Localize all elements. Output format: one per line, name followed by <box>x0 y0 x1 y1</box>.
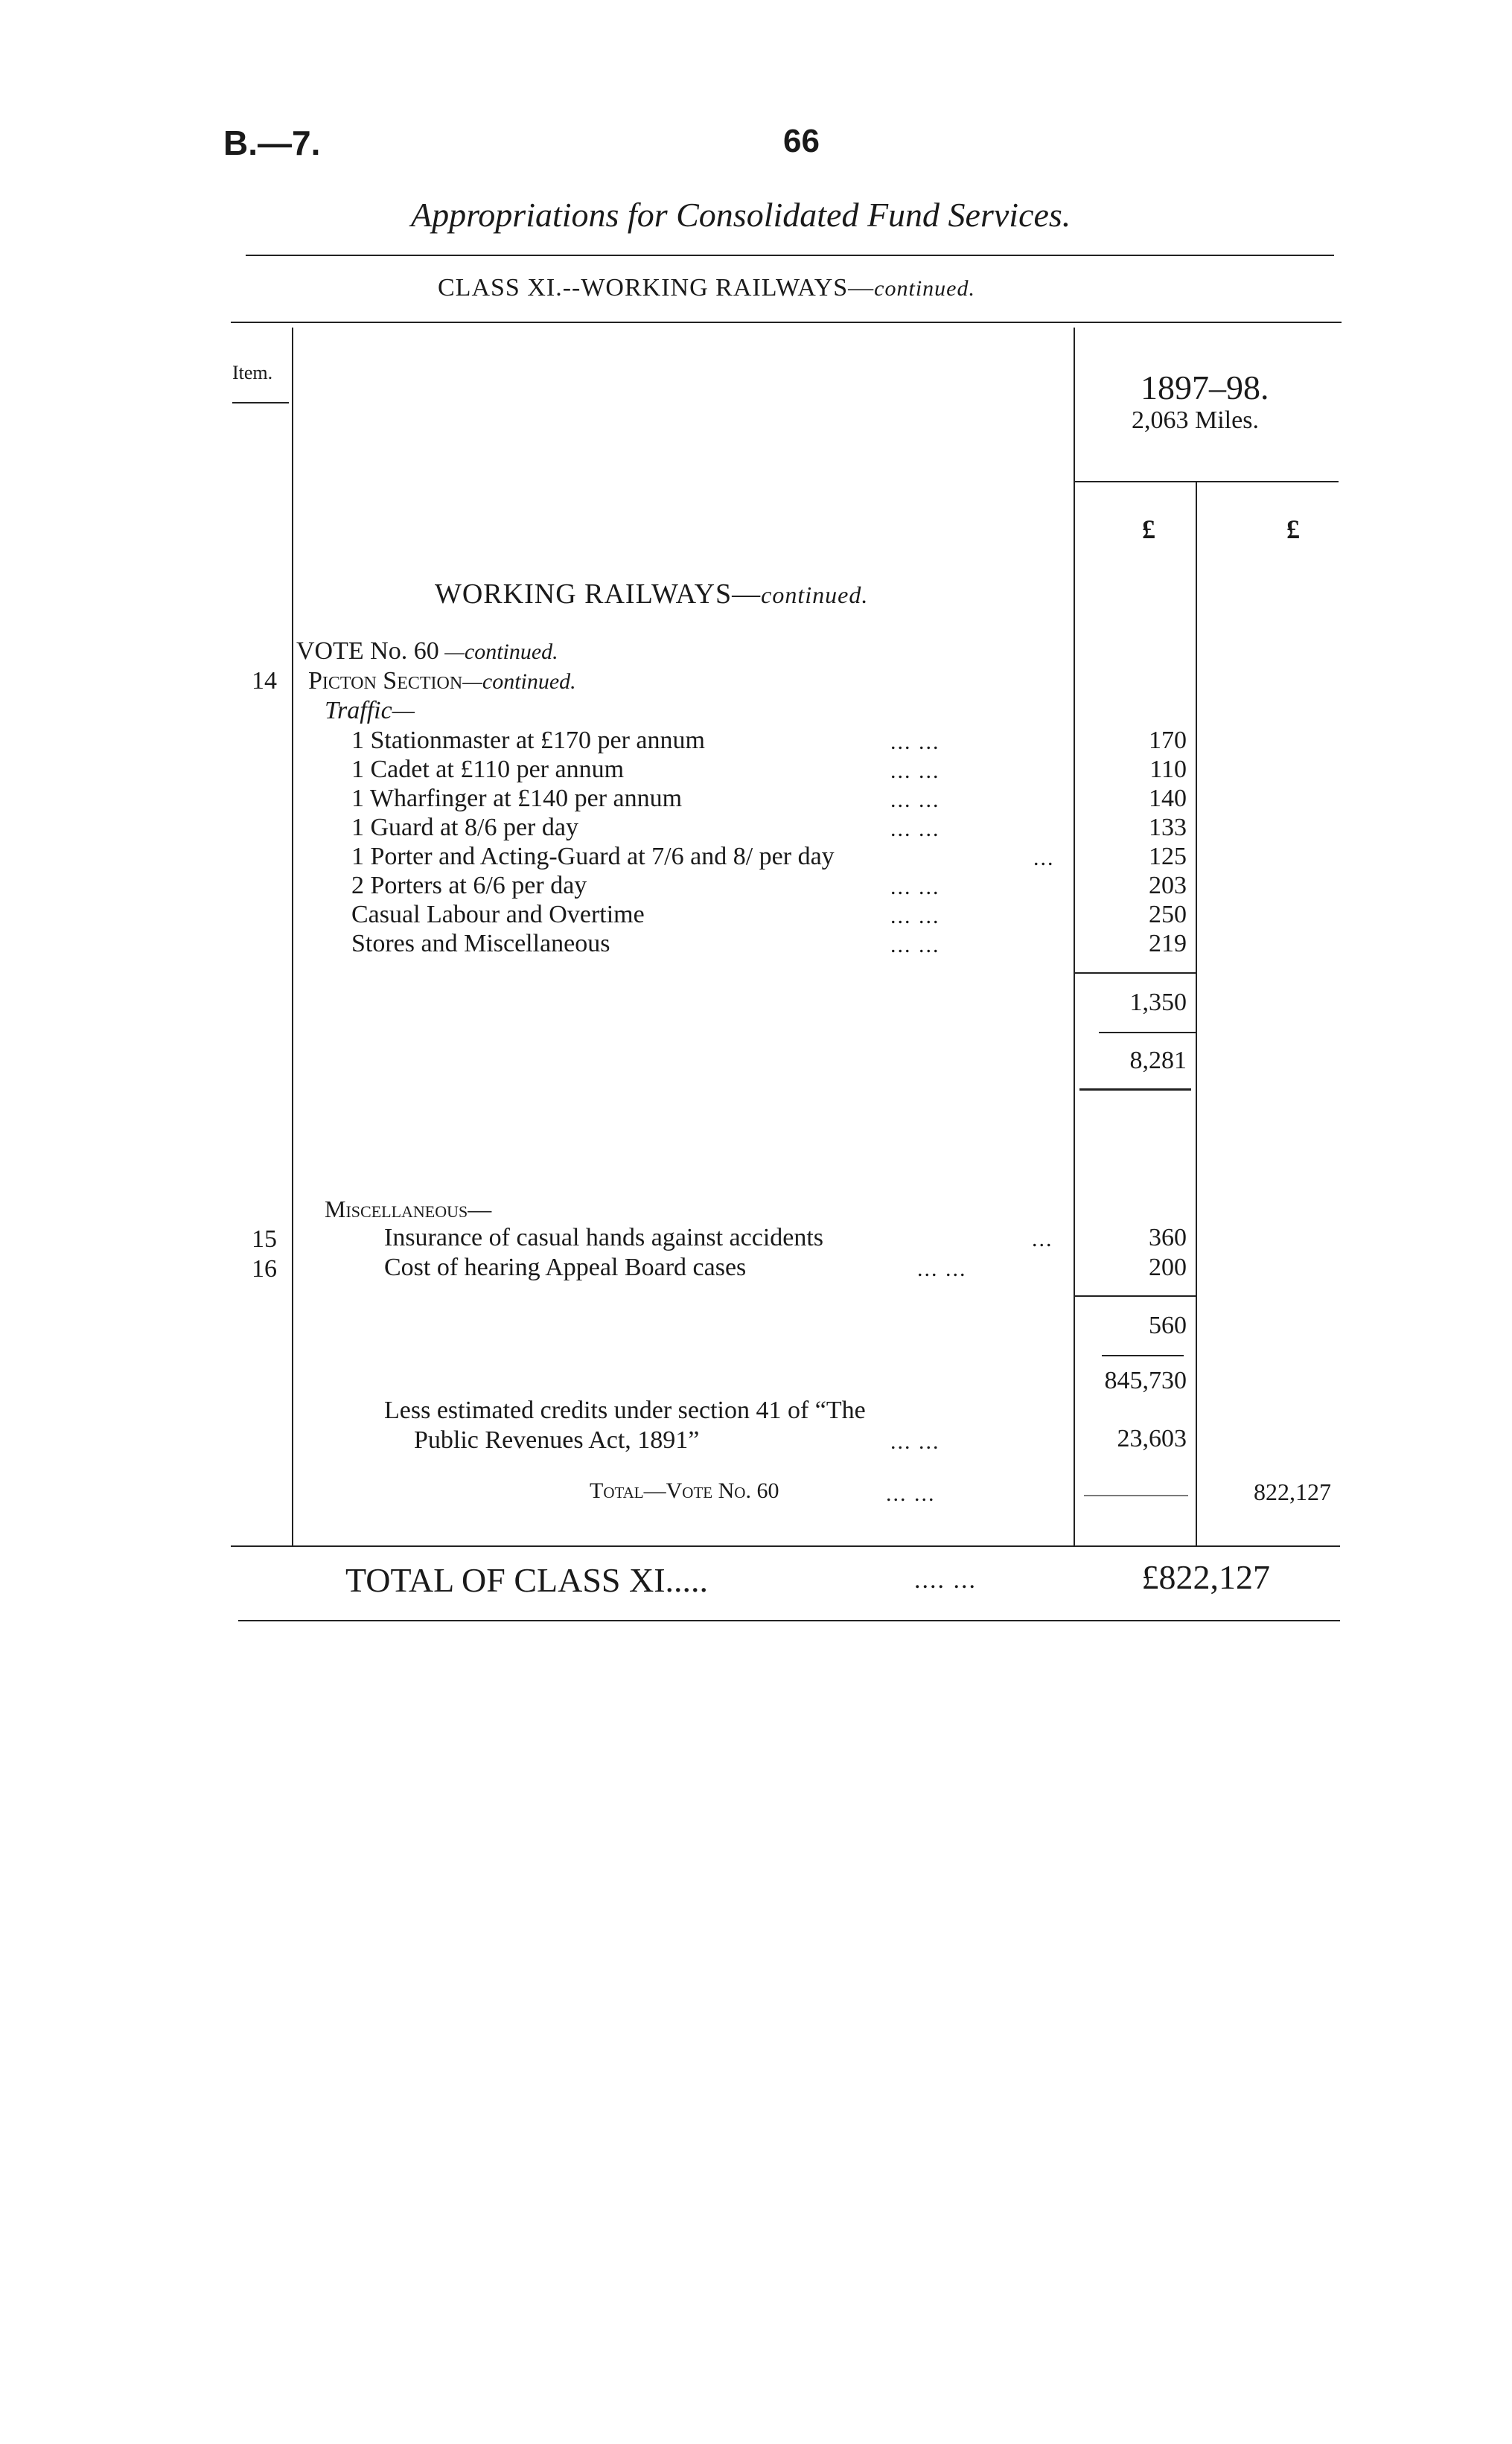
misc-row-amount: 200 <box>1149 1254 1187 1281</box>
rule-bottom <box>238 1620 1340 1621</box>
traffic-row-text: Casual Labour and Overtime <box>351 901 645 928</box>
year-heading: 1897–98. <box>1141 368 1269 406</box>
traffic-row-text: 1 Porter and Acting-Guard at 7/6 and 8/ per day <box>351 843 835 870</box>
total-vote-dots: ... ... <box>886 1481 936 1506</box>
rule-item-column <box>292 328 293 1547</box>
misc-row-amount: 360 <box>1149 1224 1187 1251</box>
misc-heading: Miscellaneous— <box>325 1196 492 1222</box>
total-vote-text: Total—Vote No. 60 <box>590 1478 779 1503</box>
item-number-16: 16 <box>252 1255 277 1283</box>
item-header-underline <box>232 402 289 403</box>
traffic-row-dots: ... ... <box>890 875 940 899</box>
traffic-row-text: Stores and Miscellaneous <box>351 930 610 957</box>
picton-section-name: Picton Section <box>308 667 463 695</box>
traffic-subhead: Traffic— <box>325 697 415 724</box>
traffic-row-dots: ... ... <box>890 730 940 754</box>
rule-year-header <box>1074 481 1339 482</box>
section-title-text: WORKING RAILWAYS— <box>435 578 762 610</box>
section-title-cont: continued. <box>761 581 869 608</box>
document-ref: B.—7. <box>223 124 321 162</box>
class-heading-cont: continued. <box>874 276 975 301</box>
rule-total-column <box>1196 482 1197 1547</box>
miles-heading: 2,063 Miles. <box>1132 406 1259 434</box>
less-credits-amount: 23,603 <box>1117 1425 1187 1452</box>
traffic-row-dots: ... <box>1033 846 1055 870</box>
less-credits-line2: Public Revenues Act, 1891” <box>414 1426 700 1454</box>
class-heading-text: CLASS XI.--WORKING RAILWAYS— <box>438 274 875 301</box>
traffic-row-amount: 250 <box>1149 901 1187 928</box>
traffic-row-dots: ... ... <box>890 817 940 841</box>
traffic-row-text: 1 Wharfinger at £140 per annum <box>351 785 683 812</box>
traffic-row-dots: ... ... <box>890 904 940 928</box>
traffic-row-amount: 140 <box>1149 785 1187 812</box>
currency-unit-col1: £ <box>1142 514 1155 544</box>
traffic-row-text: 1 Guard at 8/6 per day <box>351 814 578 841</box>
misc-row-text: Cost of hearing Appeal Board cases <box>384 1254 747 1281</box>
section-total: 8,281 <box>1129 1047 1187 1074</box>
vote-label: VOTE No. 60 <box>296 637 439 665</box>
picton-section-cont: —continued. <box>462 669 576 694</box>
rule-total-vote-dash <box>1084 1495 1188 1496</box>
traffic-row-amount: 219 <box>1149 930 1187 957</box>
rule-top <box>246 255 1334 256</box>
rule-table-top <box>231 322 1342 323</box>
traffic-row-text: 1 Stationmaster at £170 per annum <box>351 727 705 754</box>
less-credits-dots: ... ... <box>890 1429 940 1454</box>
rule-amount-column <box>1074 328 1075 1547</box>
picton-section-heading <box>308 667 576 695</box>
vote-cont: —continued. <box>438 639 558 664</box>
traffic-row-text: 2 Porters at 6/6 per day <box>351 872 587 899</box>
currency-unit-col2: £ <box>1286 514 1300 544</box>
section-title <box>435 578 868 610</box>
traffic-row-text: 1 Cadet at £110 per annum <box>351 756 625 783</box>
less-credits-line1: Less estimated credits under section 41 of “The <box>384 1397 866 1424</box>
misc-subtotal: 560 <box>1149 1312 1187 1339</box>
class-total-amount: £822,127 <box>1141 1558 1270 1596</box>
item-number-14: 14 <box>252 667 277 695</box>
traffic-row-amount: 203 <box>1149 872 1187 899</box>
traffic-subtotal: 1,350 <box>1129 989 1187 1016</box>
class-heading <box>438 274 975 302</box>
rule-misc-subtotal <box>1075 1295 1196 1297</box>
misc-row-dots: ... ... <box>917 1257 967 1281</box>
traffic-row-amount: 110 <box>1149 756 1187 783</box>
page-subtitle: Appropriations for Consolidated Fund Services. <box>411 196 1071 234</box>
rule-gross <box>1102 1355 1184 1356</box>
misc-row-text: Insurance of casual hands against accidents <box>384 1224 824 1251</box>
class-total-dots: .... ... <box>914 1566 977 1594</box>
traffic-row-amount: 133 <box>1149 814 1187 841</box>
class-total-label: TOTAL OF CLASS XI..... <box>345 1561 709 1599</box>
rule-section-total-double <box>1079 1088 1191 1091</box>
gross-total: 845,730 <box>1104 1367 1187 1394</box>
traffic-row-dots: ... ... <box>890 933 940 957</box>
item-column-header: Item. <box>232 362 273 383</box>
traffic-row-amount: 170 <box>1149 727 1187 754</box>
rule-table-bottom <box>231 1545 1340 1547</box>
item-number-15: 15 <box>252 1225 277 1253</box>
total-vote-label <box>590 1478 779 1504</box>
misc-row-dots: ... <box>1032 1227 1053 1251</box>
total-vote-amount: 822,127 <box>1254 1478 1331 1505</box>
rule-section-total <box>1099 1032 1196 1033</box>
rule-traffic-subtotal <box>1075 972 1196 974</box>
traffic-row-dots: ... ... <box>890 759 940 783</box>
page-number: 66 <box>783 123 820 159</box>
traffic-row-amount: 125 <box>1149 843 1187 870</box>
traffic-row-dots: ... ... <box>890 788 940 812</box>
vote-heading <box>296 637 558 666</box>
